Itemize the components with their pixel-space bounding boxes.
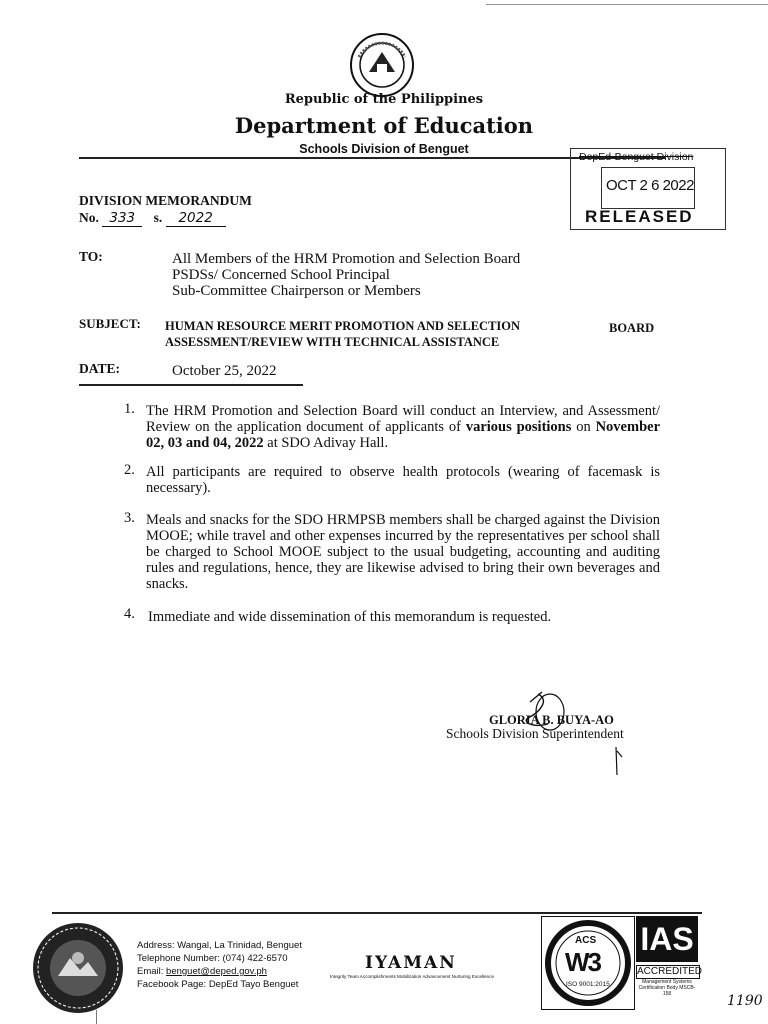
footer-rule (52, 912, 702, 914)
department-title: Department of Education (234, 113, 534, 138)
signatory-name: GLORIA B. BUYA-AO (489, 713, 614, 727)
item-2-text: All participants are required to observe health protocols (wearing of facemask is necessary). (146, 464, 660, 496)
item-4-text: Immediate and wide dissemination of this memorandum is requested. (148, 609, 552, 625)
deped-seal-icon (349, 32, 415, 98)
to-line-2: PSDSs/ Concerned School Principal (172, 267, 390, 283)
subject-line-1: HUMAN RESOURCE MERIT PROMOTION AND SELECTION (165, 319, 521, 333)
footer-phone: Telephone Number: (074) 422-6570 (137, 953, 288, 964)
to-label: TO: (79, 249, 103, 264)
date-label: DATE: (79, 361, 121, 376)
subject-line-1-end: BOARD (609, 321, 655, 335)
item-2-number: 2. (124, 462, 135, 478)
footer-facebook: Facebook Page: DepEd Tayo Benguet (137, 979, 299, 990)
footer-email-link[interactable]: benguet@deped.gov.ph (166, 966, 267, 977)
memo-no-label: No. (79, 210, 99, 225)
memo-series-label: s. (153, 210, 163, 225)
item-1-bold-dates: November 02, 03 and 04, 2022 (146, 419, 660, 451)
item-1-text-b: on (571, 419, 596, 435)
bottom-tick (96, 1010, 97, 1024)
date-value: October 25, 2022 (172, 363, 277, 379)
stamp-date-box (601, 167, 695, 209)
item-4-number: 4. (124, 606, 135, 622)
cert-w3: W3 (565, 947, 600, 977)
footer-brand: IYAMAN (365, 953, 457, 973)
ias-accreditation (636, 916, 703, 1008)
memo-type: DIVISION MEMORANDUM (79, 193, 252, 208)
cert-accredited: ACCREDITED (637, 966, 703, 977)
footer-address: Address: Wangal, La Trinidad, Benguet (137, 940, 302, 951)
released-stamp (570, 148, 726, 230)
cert-acs: ACS (575, 935, 597, 946)
date-rule (79, 384, 303, 386)
item-1-bold-positions: various positions (465, 419, 572, 435)
item-1-text (146, 403, 660, 451)
cert-iso: ISO 9001:2015 (566, 981, 610, 988)
stamp-office: DepEd-Benguet Division (579, 151, 694, 163)
item-3-number: 3. (124, 510, 135, 526)
republic-header: Republic of the Philippines (284, 92, 484, 107)
to-line-3: Sub-Committee Chairperson or Members (172, 283, 421, 299)
cert-small: Management Systems Certification Body MSCB-158 (638, 979, 696, 997)
scan-edge-line (486, 4, 768, 5)
page-handwritten-mark: 1190 (727, 993, 763, 1009)
cert-ias: IAS (636, 916, 698, 962)
footer-email-row (137, 966, 267, 977)
division-seal-icon (30, 920, 126, 1016)
memo-series-value: 2022 (166, 210, 226, 227)
item-3-text: Meals and snacks for the SDO HRMPSB members shall be charged against the Division MOOE; while travel and other expenses incurred by the representatives per school shall be charged to School MOOE subject to the usual budgeting, accounting and auditing rules and regulations, hence, they are likewise advised to bring their own beverages and snacks. (146, 512, 660, 592)
item-1-text-c: at SDO Adivay Hall. (263, 435, 389, 451)
stamp-date: OCT 2 6 2022 (606, 177, 694, 194)
subject-label: SUBJECT: (79, 316, 141, 331)
signatory-title: Schools Division Superintendent (446, 726, 624, 741)
footer-email-label: Email: (137, 966, 164, 977)
initial-mark (612, 745, 626, 777)
division-name: Schools Division of Benguet (299, 142, 469, 156)
iso-cert-badge (541, 916, 635, 1010)
item-1-number: 1. (124, 401, 135, 417)
subject-line-2: ASSESSMENT/REVIEW WITH TECHNICAL ASSISTANCE (165, 335, 500, 349)
item-1-text-a: The HRM Promotion and Selection Board will conduct an Interview, and Assessment/ Review on the application document of applicants of (146, 403, 660, 435)
memo-no-value: 333 (102, 210, 142, 227)
memo-number-row (79, 210, 226, 227)
footer-tagline: Integrity Team Accomplishments Mobilization Advancement Nurturing Excellence (330, 974, 495, 979)
to-line-1: All Members of the HRM Promotion and Selection Board (172, 251, 521, 267)
stamp-status: RELEASED (585, 207, 694, 226)
